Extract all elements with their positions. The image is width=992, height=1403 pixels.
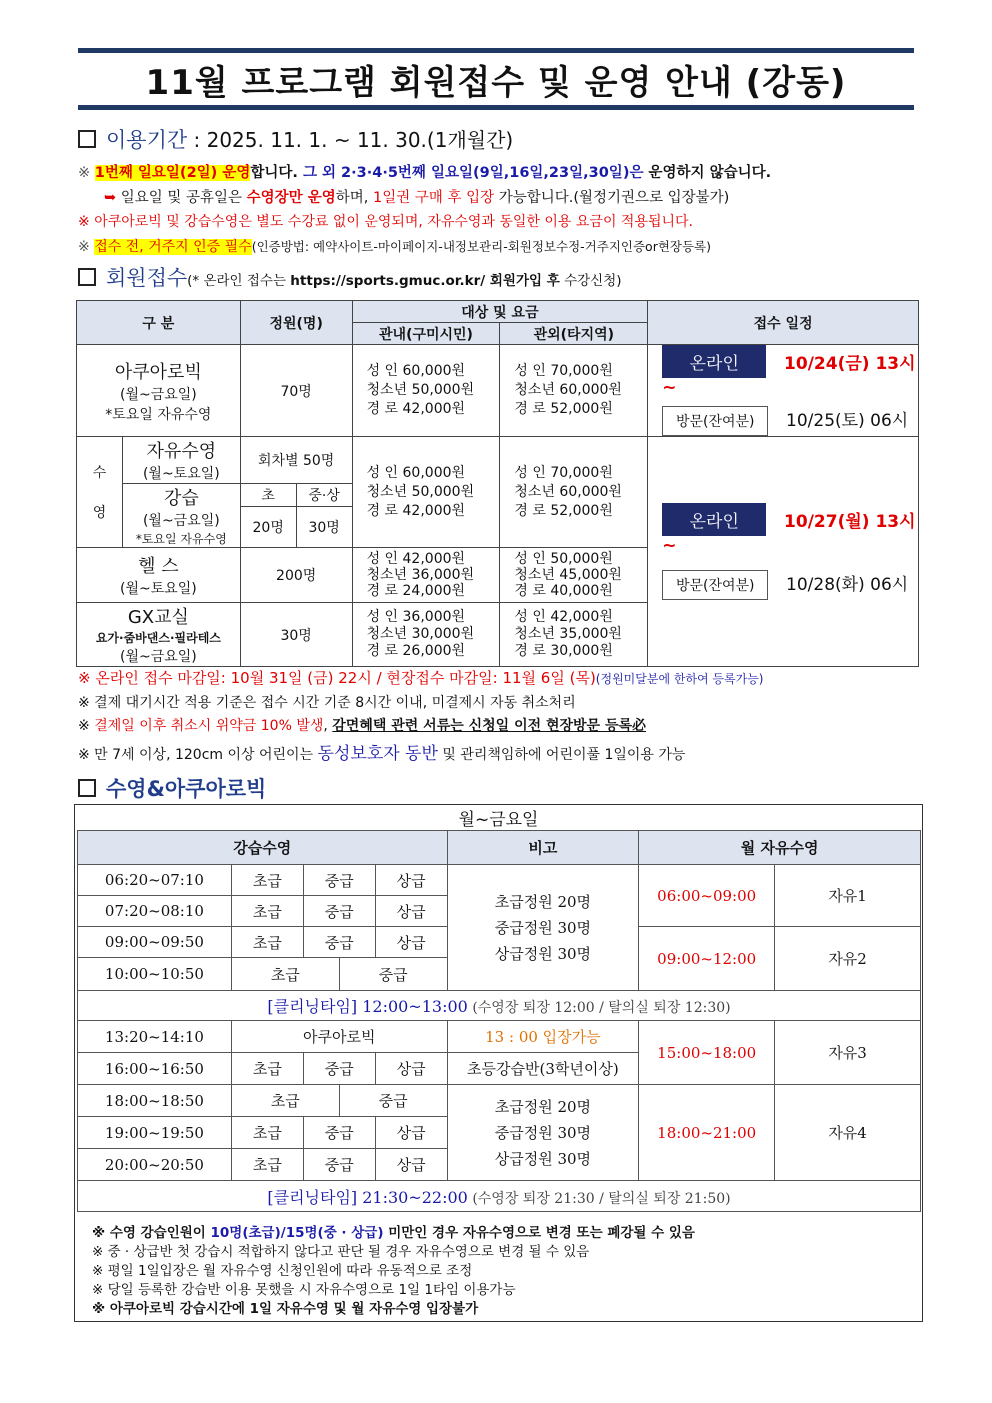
visit-date: 10/25(토) 06시: [786, 411, 909, 431]
checkbox-square-icon: [78, 130, 96, 148]
registration-table: [76, 300, 919, 667]
level-cell: 상급: [375, 1053, 447, 1085]
level-cell: 중급: [303, 1117, 375, 1149]
level-cell: 중급: [303, 1053, 375, 1085]
gx-fee-inside: 성 인 36,000원 청소년 30,000원 경 로 26,000원: [352, 603, 500, 667]
free-swim-cell: 자유수영 (월~토요일): [122, 437, 240, 484]
membership-label: 회원접수: [106, 266, 188, 290]
membership-line: [78, 262, 622, 292]
level-cell: 초급: [231, 896, 303, 927]
level-cell: 중급: [303, 1149, 375, 1181]
header-lesson: 강습수영: [78, 831, 448, 865]
remark-evening: 초급정원 20명 중급정원 30명 상급정원 30명: [447, 1085, 639, 1181]
health-cell: 헬 스 (월~토요일): [77, 548, 241, 603]
period-label: 이용기간: [106, 128, 188, 152]
free-name: 자유3: [775, 1021, 921, 1085]
level-cell: 상급: [375, 1117, 447, 1149]
time-slot: 13:20~14:10: [78, 1021, 232, 1053]
level-cell: 중급: [303, 865, 375, 896]
level-cell: 중급: [339, 958, 447, 991]
online-date: 10/27(월) 13시~: [662, 512, 916, 556]
note-sunday: ※ 1번째 일요일(2일) 운영합니다. 그 외 2·3·4·5번째 일요일(9일,16일,23일,30일)은 운영하지 않습니다.: [78, 165, 772, 181]
checkbox-square-icon: [78, 268, 96, 286]
gx-capacity: 30명: [240, 603, 352, 667]
free-name: 자유2: [775, 927, 921, 991]
note-holiday-d: 1일권 구매 후 입장: [372, 190, 495, 206]
level-cell: 중급: [303, 896, 375, 927]
aqua-remark: 13 : 00 입장가능: [447, 1021, 639, 1053]
note-b5: ※ 아쿠아로빅 강습시간에 1일 자유수영 및 월 자유수영 입장불가: [92, 1301, 479, 1317]
level-cell: 상급: [375, 896, 447, 927]
note-sunday-a: 1번째 일요일(2일) 운영: [94, 165, 251, 181]
free-name: 자유4: [775, 1085, 921, 1181]
header-category: 구 분: [77, 301, 241, 345]
aquarobic-fee-inside: 성 인 60,000원 청소년 50,000원 경 로 42,000원: [352, 345, 500, 437]
lesson-capacity-mid: 30명: [296, 506, 352, 547]
health-fee-inside: 성 인 42,000원 청소년 36,000원 경 로 24,000원: [352, 548, 500, 603]
header-schedule: 접수 일정: [648, 301, 919, 345]
guardian-text: 동성보호자 동반: [317, 744, 438, 764]
note-b4: ※ 당일 등록한 강습반 이용 못했을 시 자유수영으로 1일 1타임 이용가능: [92, 1282, 516, 1298]
header-target: 대상 및 요금: [352, 301, 648, 323]
deadline-sub: (정원미달분에 한하여 등록가능): [595, 672, 764, 686]
free-time: 09:00~12:00: [639, 927, 775, 991]
swim-fee-inside: 성 인 60,000원 청소년 50,000원 경 로 42,000원: [352, 437, 500, 548]
note-holiday: [104, 186, 729, 207]
cancel-note: ※ 결제일 이후 취소시 위약금 10% 발생, 감면혜택 관련 서류는 신청일 이전 현장방문 등록必: [78, 718, 647, 734]
header-monthly: 월 자유수영: [639, 831, 921, 865]
child-note: ※ 만 7세 이상, 120cm 이상 어린이는 동성보호자 동반 및 관리책임하에 어린이풀 1일이용 가능: [78, 744, 686, 764]
time-slot: 19:00~19:50: [78, 1117, 232, 1149]
lesson-cell: 강습 (월~금요일) *토요일 자유수영: [122, 484, 240, 548]
level-cell: 초급: [231, 865, 303, 896]
gx-fee-outside: 성 인 42,000원 청소년 35,000원 경 로 30,000원: [500, 603, 648, 667]
note-holiday-b: 수영장만 운영: [246, 190, 336, 206]
free-name: 자유1: [775, 865, 921, 927]
level-cell: 상급: [375, 1149, 447, 1181]
time-slot: 20:00~20:50: [78, 1149, 232, 1181]
checkbox-square-icon: [78, 779, 96, 797]
kids-remark: 초등강습반(3학년이상): [447, 1053, 639, 1085]
health-capacity: 200명: [240, 548, 352, 603]
time-slot: 10:00~10:50: [78, 958, 232, 991]
arrow-icon: ➥: [104, 190, 121, 206]
note-b2: ※ 중 · 상급반 첫 강습시 적합하지 않다고 판단 될 경우 자유수영으로 변경 될 수 있음: [92, 1244, 590, 1260]
membership-note-a: (* 온라인 접수는: [187, 273, 291, 289]
period-line: [78, 124, 513, 154]
membership-link[interactable]: https://sports.gmuc.or.kr/ 회원가입 후: [290, 273, 560, 289]
aquarobic-cell: [77, 345, 241, 437]
level-cell: 초급: [231, 1117, 303, 1149]
note-holiday-e: 가능합니다.(월정기권으로 입장불가): [494, 190, 730, 206]
schedule-1: [648, 345, 919, 437]
level-cell: 중급: [339, 1085, 447, 1117]
level-cell: 초급: [231, 1085, 339, 1117]
time-slot: 18:00~18:50: [78, 1085, 232, 1117]
remark-morning: 초급정원 20명 중급정원 30명 상급정원 30명: [447, 865, 639, 991]
cancel-text: 결제일 이후 취소시 위약금 10% 발생: [94, 718, 324, 734]
swim-section-label: 수영&아쿠아로빅: [106, 777, 267, 801]
note-holiday-a: 일요일 및 공휴일은: [120, 190, 247, 206]
visit-date: 10/28(화) 06시: [786, 575, 909, 595]
swim-section-heading: [78, 773, 266, 803]
note-residence: ※ 접수 전, 거주지 인증 필수(인증방법: 예약사이트-마이페이지-내정보관리-회원정보수정-거주지인증or현장등록): [78, 239, 712, 255]
aquarobic-slot: 아쿠아로빅: [231, 1021, 447, 1053]
bottom-notes: ※ 수영 강습인원이 10명(초급)/15명(중 · 상급) 미만인 경우 자유수영으로 변경 또는 폐강될 수 있음 ※ 중 · 상급반 첫 강습시 적합하지 않다고 판단 될 경우 자유수영으로 변경 될 수 있음 ※ 평일 1일입장은 월 자유수영 신청인원에 따라 유동적으로 조정 ※ 당일 등록한 강습반 이용 못했을 시 자유수영으로 1일 1타임 이용가능 ※ 아쿠아로빅 강습시간에 1일 자유수영 및 월 자유수영 입장불가: [92, 1225, 695, 1317]
note-sunday-c: 그 외 2·3·4·5번째 일요일(9일,16일,23일,30일)은: [302, 165, 644, 181]
lesson-beginner: 초: [240, 484, 296, 507]
level-cell: 초급: [231, 958, 339, 991]
title-banner: [78, 48, 914, 110]
aquarobic-capacity: 70명: [240, 345, 352, 437]
deadline-text: ※ 온라인 접수 마감일: 10월 31일 (금) 22시 / 현장접수 마감일: 11월 6일 (목): [78, 669, 596, 687]
discount-text: 감면혜택 관련 서류는 신청일 이전 현장방문 등록必: [332, 718, 647, 734]
cleaning-time-1: [클리닝타임] 12:00~13:00 (수영장 퇴장 12:00 / 탈의실 퇴장 12:30): [78, 991, 921, 1021]
page-title: 11월 프로그램 회원접수 및 운영 안내 (강동): [145, 62, 847, 103]
cleaning-time-2: [클리닝타임] 21:30~22:00 (수영장 퇴장 21:30 / 탈의실 퇴장 21:50): [78, 1181, 921, 1212]
header-inside: 관내(구미시민): [352, 323, 500, 345]
free-time: 06:00~09:00: [639, 865, 775, 927]
payment-note: ※ 결제 대기시간 적용 기준은 접수 시간 기준 8시간 이내, 미결제시 자동 취소처리: [78, 695, 576, 711]
online-date: 10/24(금) 13시~: [662, 354, 916, 398]
online-button[interactable]: 온라인: [662, 345, 766, 378]
visit-button[interactable]: 방문(잔여분): [662, 406, 768, 436]
swim-days-label: 월~금요일: [458, 810, 539, 830]
note-residence-a: 접수 전, 거주지 인증 필수: [94, 239, 252, 255]
header-capacity: 정원(명): [240, 301, 352, 345]
time-slot: 07:20~08:10: [78, 896, 232, 927]
note-fee: ※ 아쿠아로빅 및 강습수영은 별도 수강료 없이 운영되며, 자유수영과 동일한 이용 요금이 적용됩니다.: [78, 214, 693, 230]
level-cell: 상급: [375, 865, 447, 896]
header-outside: 관외(타지역): [500, 323, 648, 345]
note-residence-b: (인증방법: 예약사이트-마이페이지-내정보관리-회원정보수정-거주지인증or현장등록): [251, 239, 712, 254]
health-fee-outside: 성 인 50,000원 청소년 45,000원 경 로 40,000원: [500, 548, 648, 603]
free-time: 18:00~21:00: [639, 1085, 775, 1181]
gx-cell: GX교실 요가·줌바댄스·필라테스 (월~금요일): [77, 603, 241, 667]
level-cell: 초급: [231, 1149, 303, 1181]
deadline-note: [78, 667, 764, 688]
free-swim-capacity: 회차별 50명: [240, 437, 352, 484]
online-button[interactable]: 온라인: [662, 503, 766, 536]
aquarobic-days: (월~금요일): [119, 386, 197, 403]
lesson-capacity-beginner: 20명: [240, 506, 296, 547]
note-sunday-b: 합니다.: [250, 165, 303, 181]
membership-note-c: 수강신청): [559, 273, 622, 289]
level-cell: 중급: [303, 927, 375, 958]
free-time: 15:00~18:00: [639, 1021, 775, 1085]
note-b3: ※ 평일 1일입장은 월 자유수영 신청인원에 따라 유동적으로 조정: [92, 1263, 473, 1279]
aquarobic-note: *토요일 자유수영: [105, 406, 212, 423]
swim-fee-outside: 성 인 70,000원 청소년 60,000원 경 로 52,000원: [500, 437, 648, 548]
note-sunday-d: 운영하지 않습니다.: [643, 165, 772, 181]
period-value: : 2025. 11. 1. ~ 11. 30.(1개월간): [187, 128, 514, 152]
time-slot: 16:00~16:50: [78, 1053, 232, 1085]
schedule-2: [648, 437, 919, 667]
swim-schedule-table: [77, 830, 921, 1212]
note-holiday-c: 하며,: [335, 190, 373, 206]
time-slot: 06:20~07:10: [78, 865, 232, 896]
level-cell: 상급: [375, 927, 447, 958]
aquarobic-name: 아쿠아로빅: [114, 361, 202, 383]
level-cell: 초급: [231, 1053, 303, 1085]
header-remark: 비고: [447, 831, 639, 865]
time-slot: 09:00~09:50: [78, 927, 232, 958]
level-cell: 초급: [231, 927, 303, 958]
note-fee-text: 아쿠아로빅 및 강습수영은 별도 수강료 없이 운영되며, 자유수영과 동일한 이용 요금이 적용됩니다.: [94, 214, 693, 230]
visit-button[interactable]: 방문(잔여분): [662, 570, 768, 600]
swim-label: 수 영: [77, 437, 123, 548]
aquarobic-fee-outside: 성 인 70,000원 청소년 60,000원 경 로 52,000원: [500, 345, 648, 437]
lesson-mid: 중·상: [296, 484, 352, 507]
